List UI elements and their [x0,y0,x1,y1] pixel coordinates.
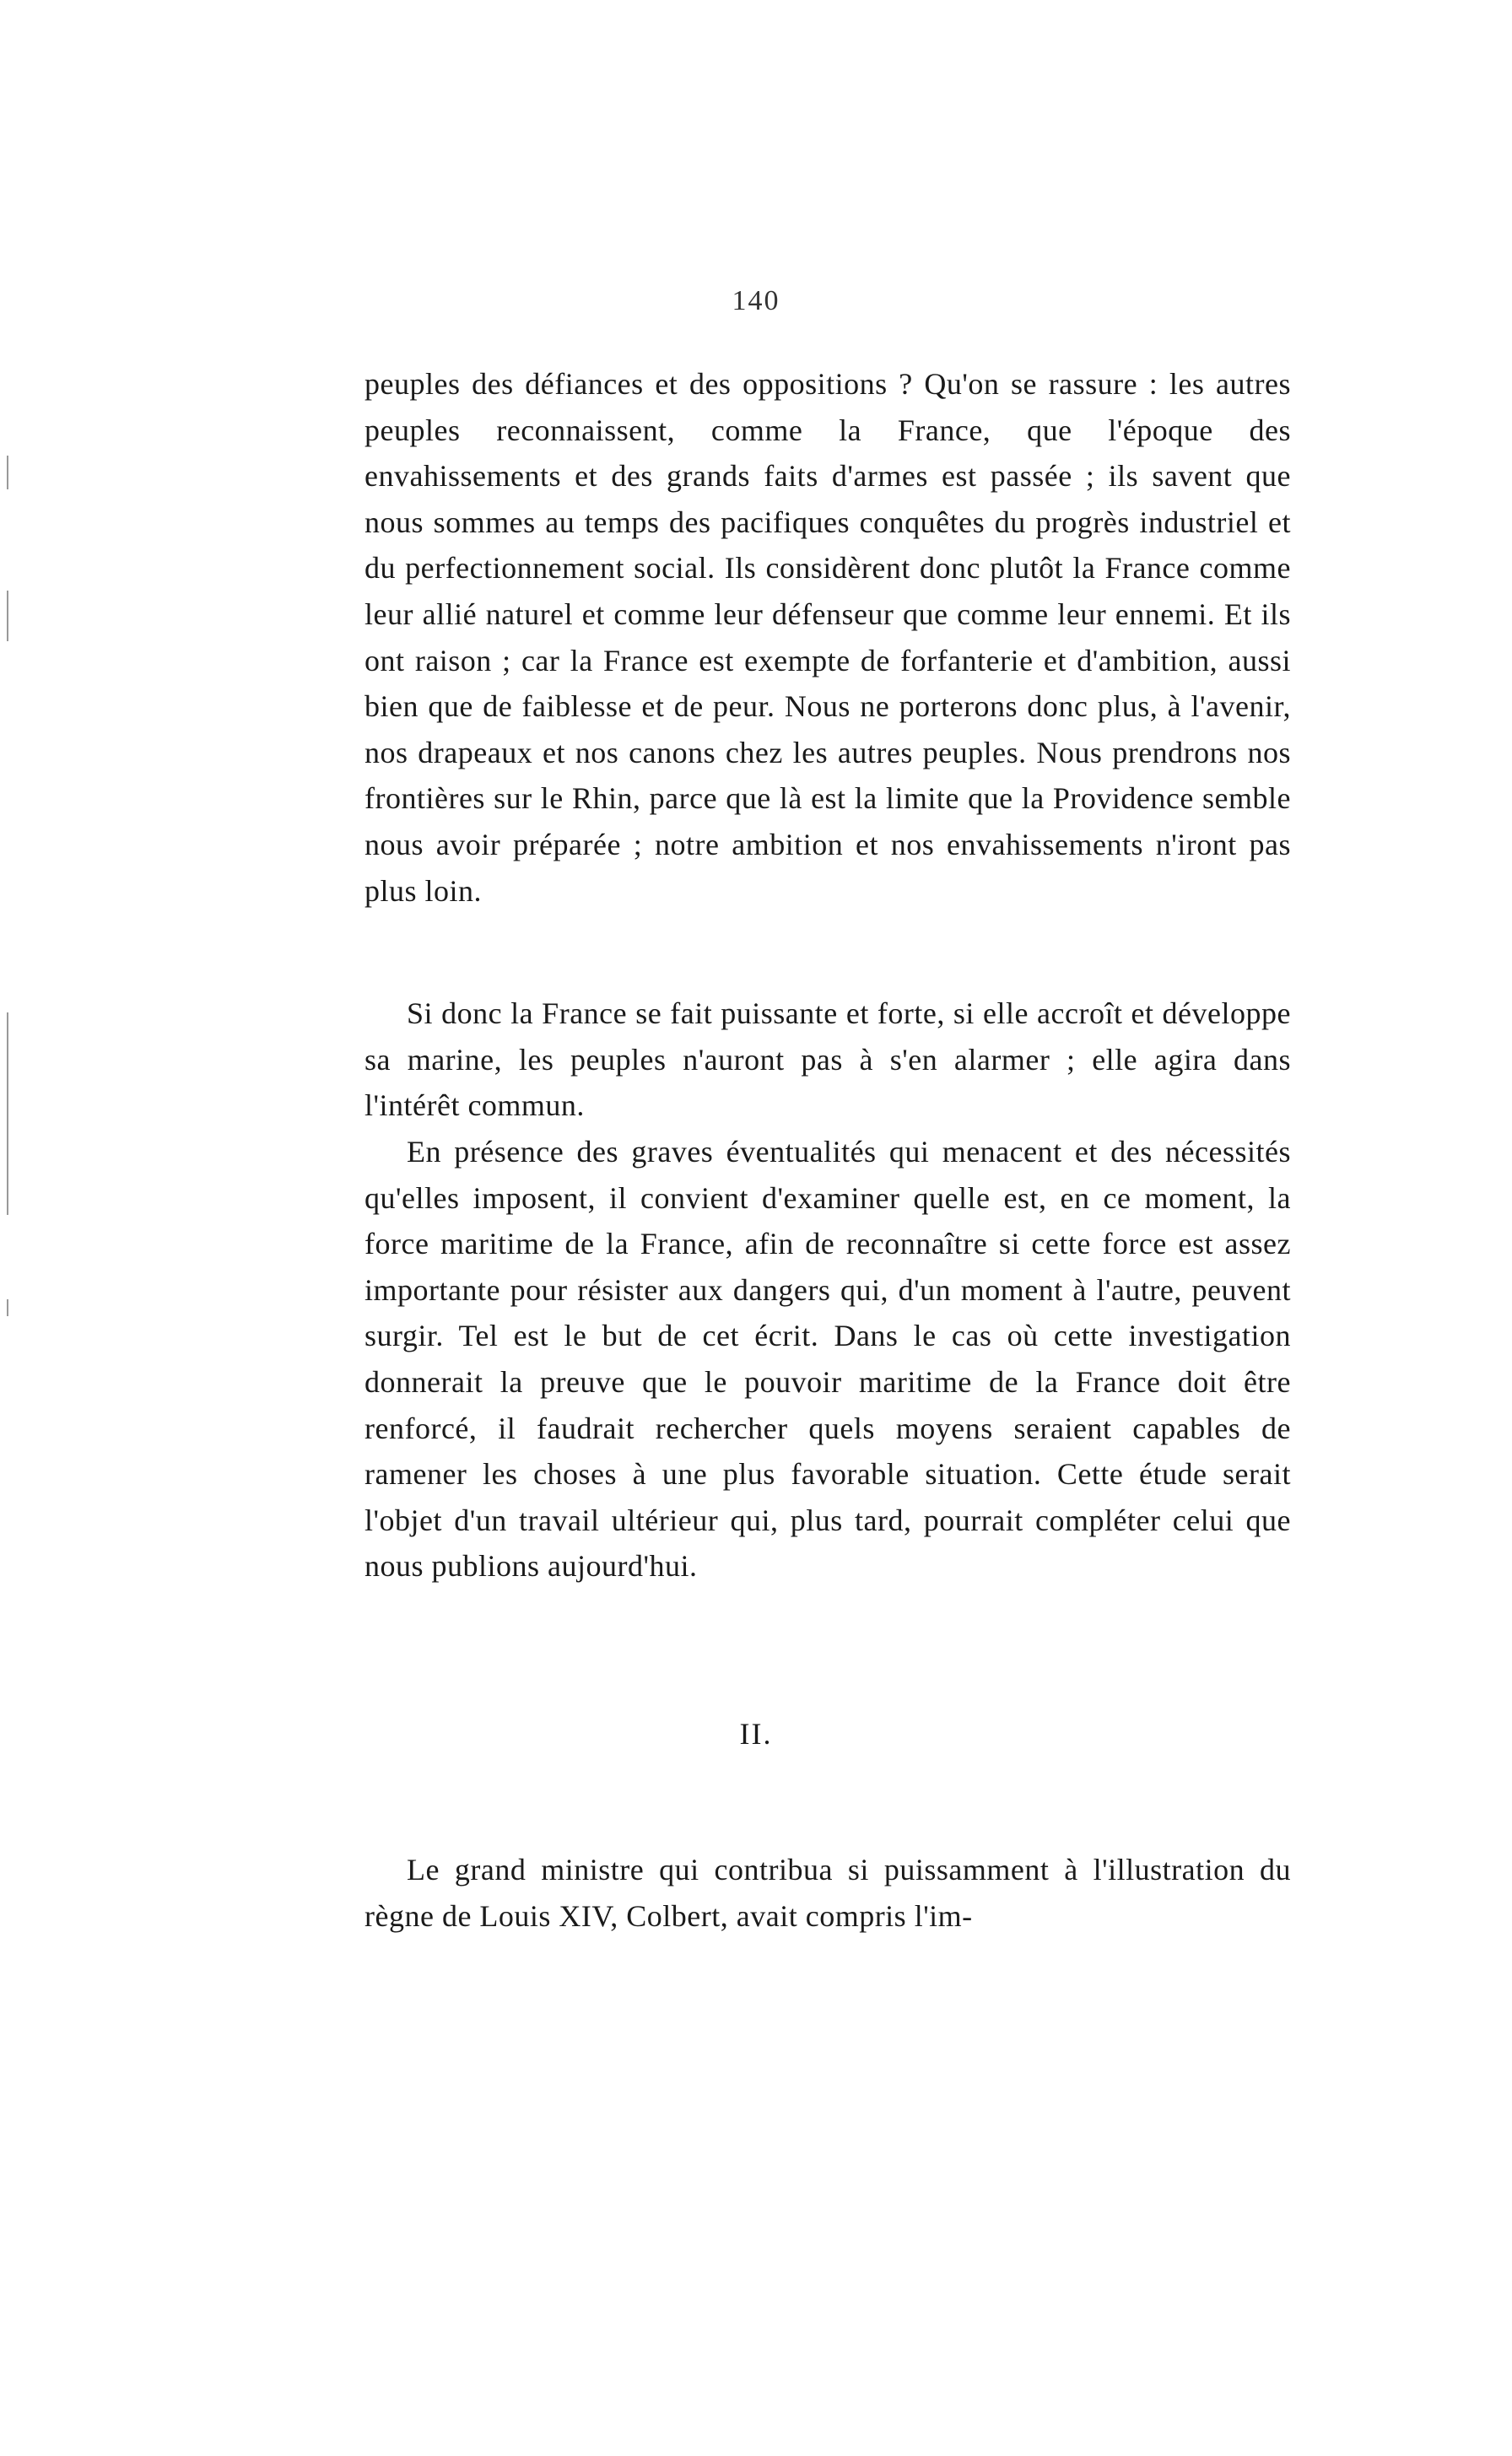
paragraph-continuation [364,361,1291,914]
section-heading: II. [739,1717,773,1751]
paragraph-text: peuples des défiances et des oppositions ? Qu'on se rassure : les autres peuples reconnaissent, comme la France, que l'époque des envahissements et des grands faits d'armes est passée ; ils savent que nous sommes au temps des pacifiques conquêtes du progrès industriel et du perfectionnement social. Ils considèrent donc plutôt la France comme leur allié naturel et comme leur défenseur que comme leur ennemi. Et ils ont raison ; car la France est exempte de forfanterie et d'ambition, aussi bien que de faiblesse et de peur. Nous ne porterons donc plus, à l'avenir, nos drapeaux et nos canons chez les autres peuples. Nous prendrons nos frontières sur le Rhin, parce que là est la limite que la Providence semble nous avoir préparée ; notre ambition et nos envahissements n'iront pas plus loin. [364,367,1291,908]
paragraph-text: Le grand ministre qui contribua si puissamment à l'illustration du règne de Louis XIV, Colbert, avait compris l'im- [364,1853,1291,1933]
paragraph [364,990,1291,1129]
paragraph [364,1847,1291,1939]
page-number: 140 [732,285,780,316]
margin-scan-mark [7,591,8,641]
paragraph [364,1129,1291,1590]
paragraph-text: Si donc la France se fait puissante et forte, si elle accroît et développe sa marine, les peuples n'auront pas à s'en alarmer ; elle agira dans l'intérêt commun. [364,996,1291,1123]
margin-scan-mark [7,456,8,489]
margin-scan-mark [7,1299,8,1316]
paragraph-text: En présence des graves éventualités qui menacent et des nécessités qu'elles imposent, il convient d'examiner quelle est, en ce moment, la force maritime de la France, afin de reconnaître si cette force est assez importante pour résister aux dangers qui, d'un moment à l'autre, peuvent surgir. Tel est le but de cet écrit. Dans le cas où cette investigation donnerait la preuve que le pouvoir maritime de la France doit être renforcé, il faudrait rechercher quels moyens seraient capables de ramener les choses à une plus favorable situation. Cette étude serait l'objet d'un travail ultérieur qui, plus tard, pourrait compléter celui que nous publions aujourd'hui. [364,1135,1291,1584]
margin-scan-mark [7,1012,8,1215]
